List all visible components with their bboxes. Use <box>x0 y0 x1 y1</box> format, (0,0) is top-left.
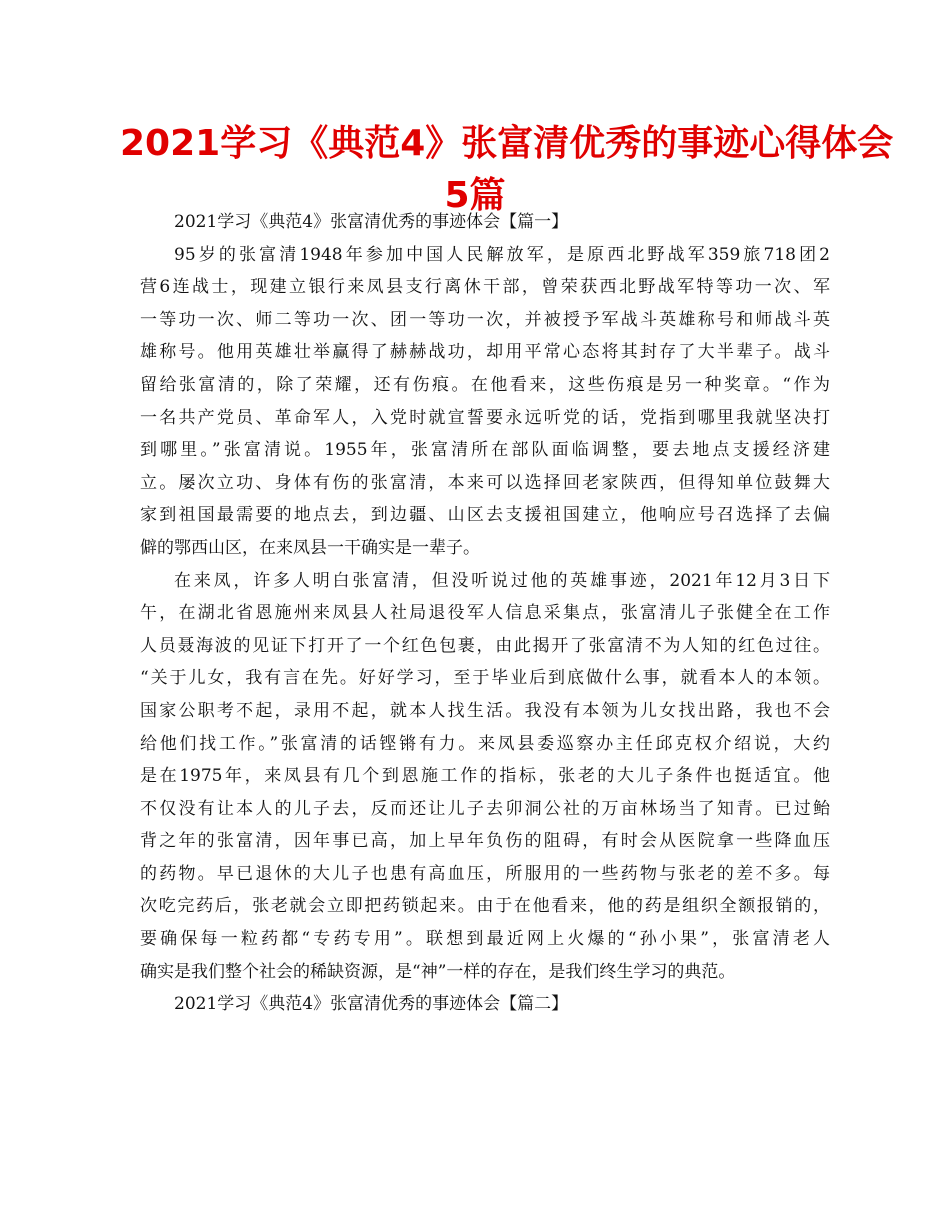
paragraph-line: 95岁的张富清1948年参加中国人民解放军，是原西北野战军359旅718团2 <box>174 244 830 265</box>
paragraph-2 <box>140 565 830 989</box>
paragraph-line: 的药物。早已退休的大儿子也患有高血压，所服用的一些药物与张老的差不多。每 <box>140 863 830 884</box>
paragraph-line: 确实是我们整个社会的稀缺资源，是“神”一样的存在，是我们终生学习的典范。 <box>140 961 736 982</box>
title-line: 2021学习《典范4》张富清优秀的事迹心得体会 <box>120 123 894 164</box>
paragraph-line: 到哪里。”张富清说。1955年，张富清所在部队面临调整，要去地点支援经济建 <box>140 440 830 461</box>
paragraph-line: 留给张富清的，除了荣耀，还有伤痕。在他看来，这些伤痕是另一种奖章。“作为 <box>140 374 830 395</box>
paragraph-line: 是在1975年，来凤县有几个到恩施工作的指标，张老的大儿子条件也挺适宜。他 <box>140 766 830 787</box>
paragraph-line: 午，在湖北省恩施州来凤县人社局退役军人信息采集点，张富清儿子张健全在工作 <box>140 603 830 624</box>
paragraph-line: 一等功一次、师二等功一次、团一等功一次，并被授予军战斗英雄称号和师战斗英 <box>140 309 830 330</box>
paragraph-line: 背之年的张富清，因年事已高，加上早年负伤的阻碍，有时会从医院拿一些降血压 <box>140 831 830 852</box>
paragraph-line: 人员聂海波的见证下打开了一个红色包裹，由此揭开了张富清不为人知的红色过往。 <box>140 635 830 656</box>
paragraph-line: 给他们找工作。”张富清的话铿锵有力。来凤县委巡察办主任邱克权介绍说，大约 <box>140 733 830 754</box>
paragraph-line: 国家公职考不起，录用不起，就本人找生活。我没有本领为儿女找出路，我也不会 <box>140 700 830 721</box>
paragraph-line: 次吃完药后，张老就会立即把药锁起来。由于在他看来，他的药是组织全额报销的， <box>140 896 830 917</box>
paragraph-line: 在来凤，许多人明白张富清，但没听说过他的英雄事迹，2021年12月3日下 <box>174 570 830 591</box>
paragraph-line: 一名共产党员、革命军人，入党时就宣誓要永远听党的话，党指到哪里我就坚决打 <box>140 407 830 428</box>
paragraph-line: “关于儿女，我有言在先。好好学习，至于毕业后到底做什么事，就看本人的本领。 <box>140 668 830 689</box>
paragraph-line: 立。屡次立功、身体有伤的张富清，本来可以选择回老家陕西，但得知单位鼓舞大 <box>140 472 830 493</box>
document-body <box>140 206 830 1021</box>
paragraph-line: 要确保每一粒药都“专药专用”。联想到最近网上火爆的“孙小果”，张富清老人 <box>140 929 830 950</box>
paragraph-1 <box>140 239 830 565</box>
section-heading-2: 2021学习《典范4》张富清优秀的事迹体会【篇二】 <box>174 994 569 1015</box>
paragraph-line: 家到祖国最需要的地点去，到边疆、山区去支援祖国建立，他响应号召选择了去偏 <box>140 505 830 526</box>
title-line: 5篇 <box>444 175 506 216</box>
section-heading-1: 2021学习《典范4》张富清优秀的事迹体会【篇一】 <box>174 212 569 232</box>
paragraph-line: 不仅没有让本人的儿子去，反而还让儿子去卯洞公社的万亩林场当了知青。已过鲐 <box>140 798 830 819</box>
paragraph-line: 僻的鄂西山区，在来凤县一干确实是一辈子。 <box>140 537 480 558</box>
paragraph-line: 营6连战士，现建立银行来凤县支行离休干部，曾荣获西北野战军特等功一次、军 <box>140 277 830 298</box>
paragraph-line: 雄称号。他用英雄壮举赢得了赫赫战功，却用平常心态将其封存了大半辈子。战斗 <box>140 342 830 363</box>
